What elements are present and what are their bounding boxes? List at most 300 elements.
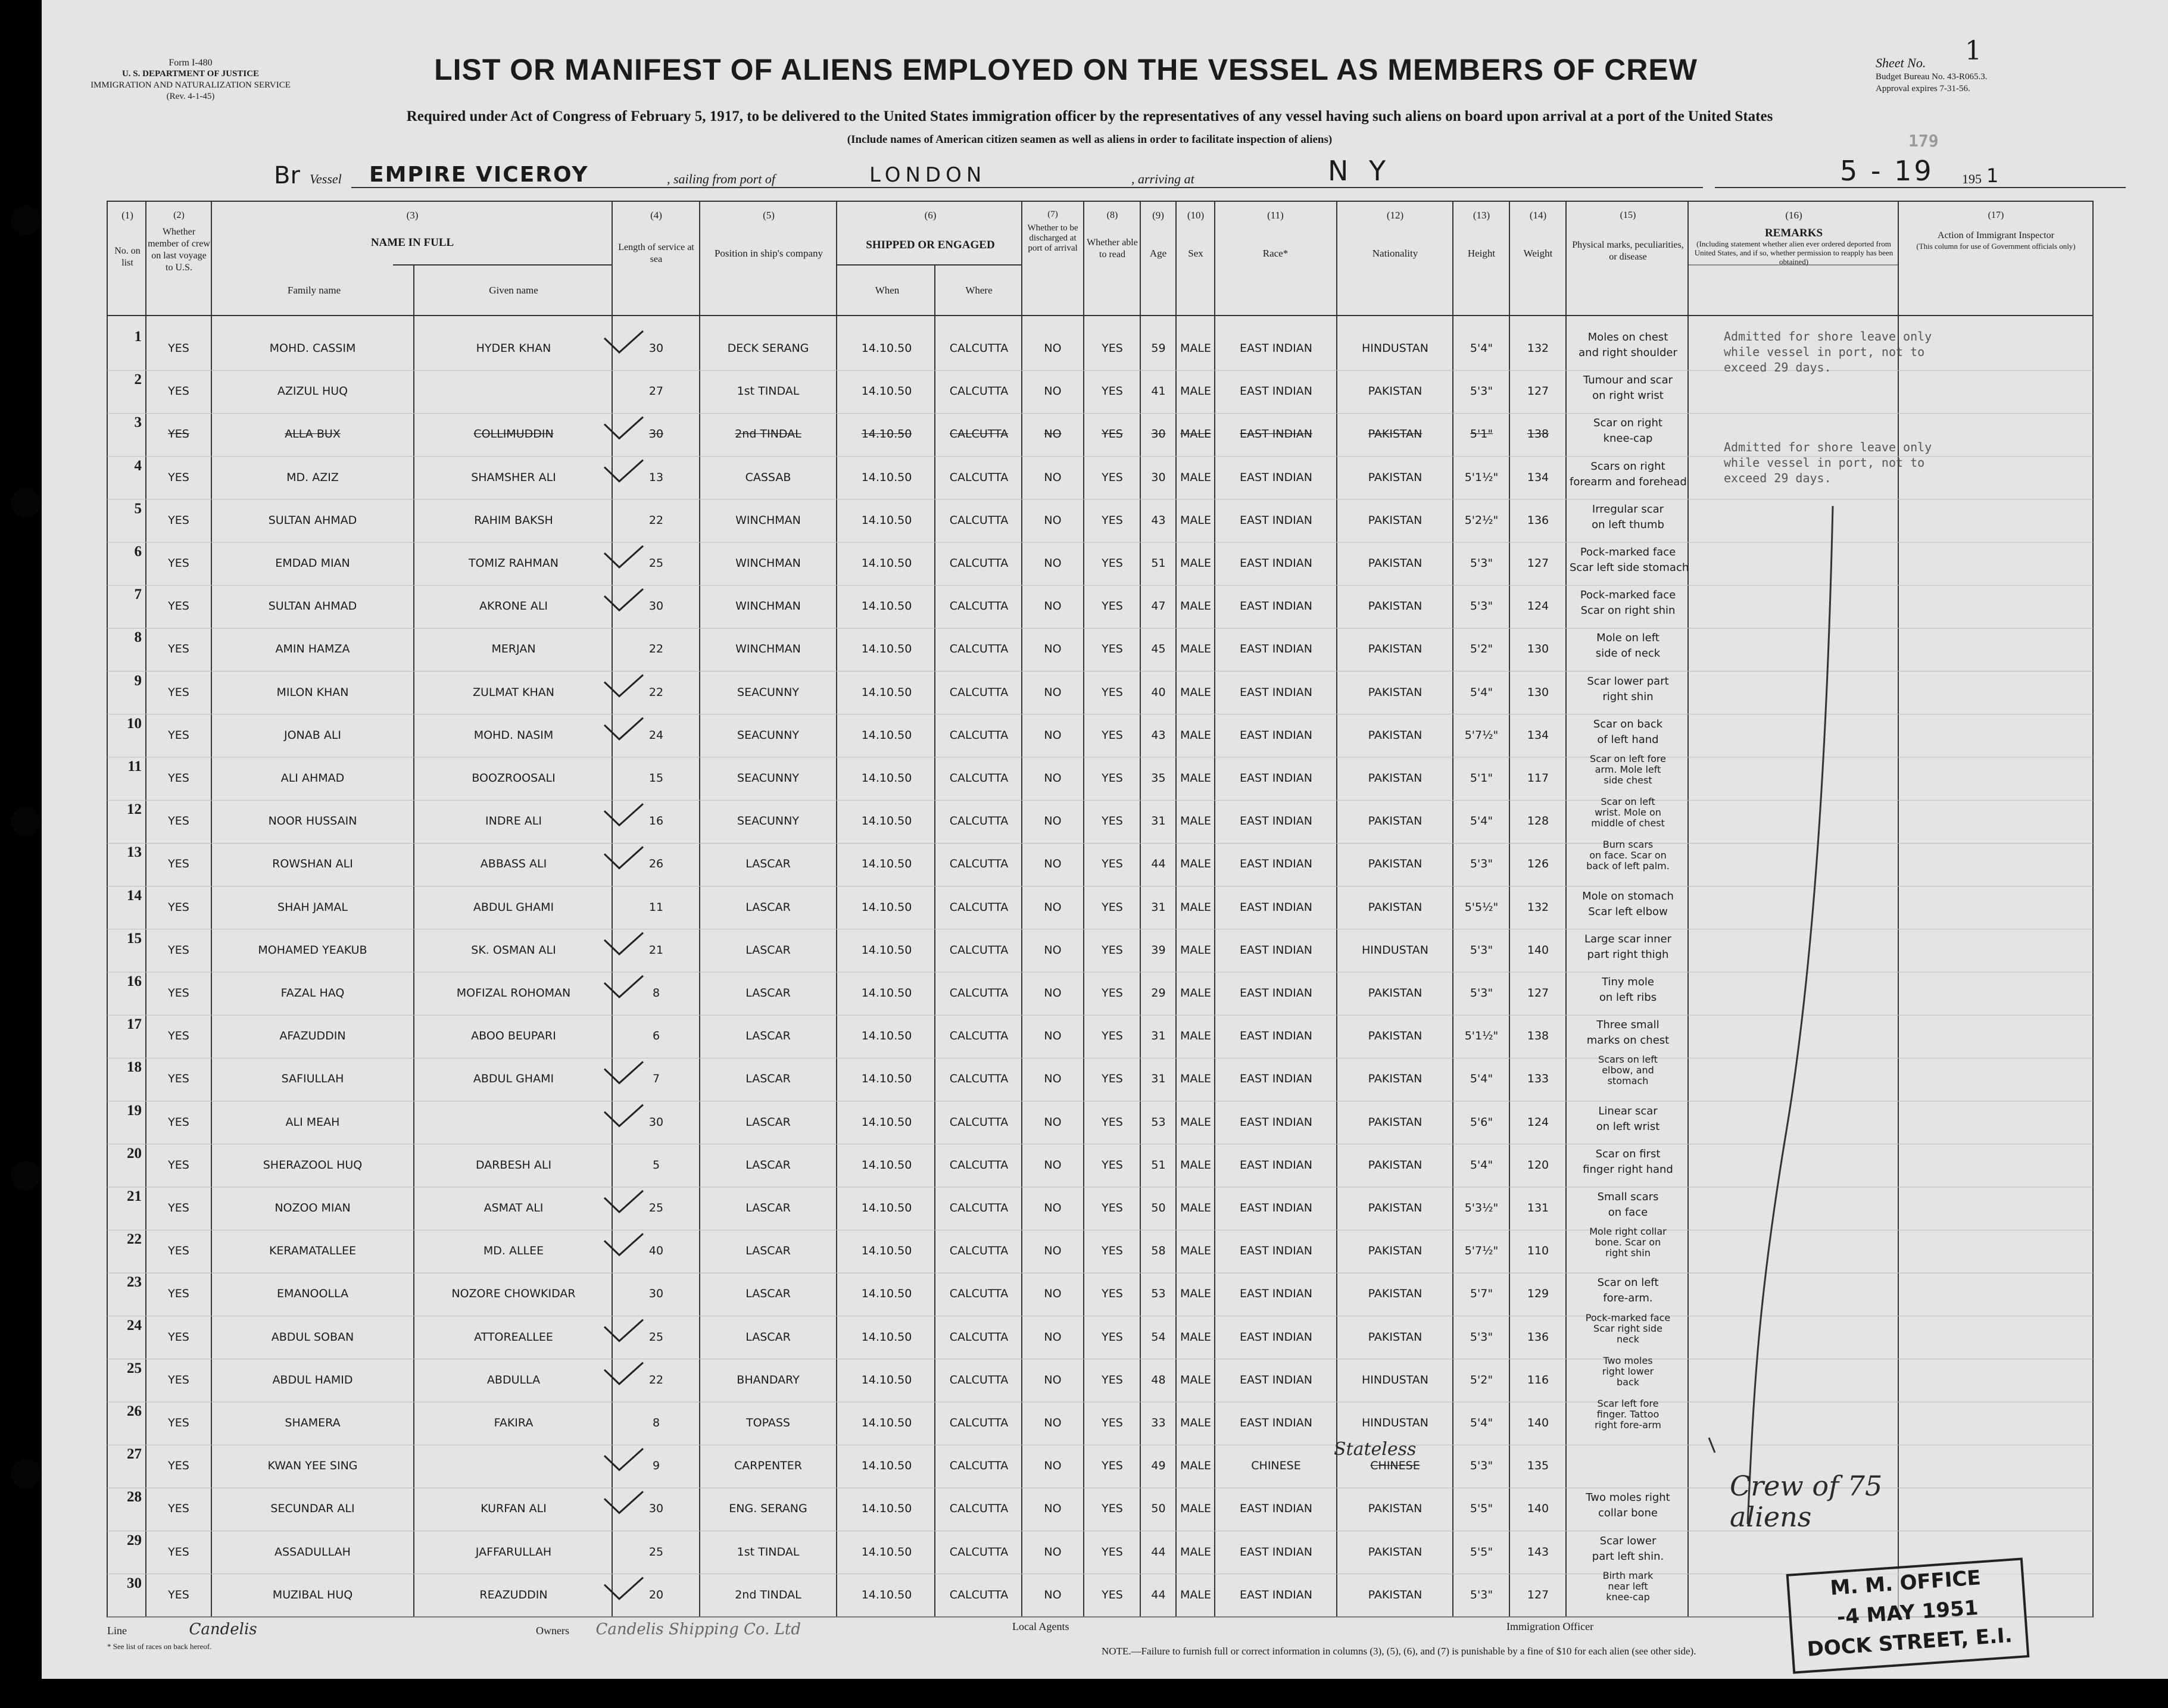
cell-height: 5'4" bbox=[1470, 1158, 1493, 1172]
cell-age: 58 bbox=[1151, 1244, 1166, 1258]
cell-nat: HINDUSTAN bbox=[1361, 342, 1429, 355]
cell-given: ZULMAT KHAN bbox=[472, 685, 555, 699]
mark-line: Scar on left fore bbox=[1590, 753, 1666, 764]
cell-service: 27 bbox=[648, 385, 664, 398]
mark-line: Mole on stomach bbox=[1582, 889, 1674, 903]
mark-line: forearm and forehead bbox=[1570, 475, 1687, 488]
cell-where: CALCUTTA bbox=[949, 1545, 1009, 1559]
cell-when: 14.10.50 bbox=[861, 986, 912, 1000]
cell-position: LASCAR bbox=[745, 986, 791, 1000]
cell-race: EAST INDIAN bbox=[1240, 772, 1312, 785]
department: U. S. DEPARTMENT OF JUSTICE bbox=[121, 69, 260, 79]
col16-sub: (Including statement whether alien ever ordered deported from United States, and if so, whether permission to reapply has been obtained) bbox=[1694, 239, 1894, 266]
cell-nat: CHINESE bbox=[1370, 1459, 1420, 1473]
cell-nat: PAKISTAN bbox=[1368, 599, 1423, 613]
cell-read: YES bbox=[1102, 557, 1123, 570]
col15-header bbox=[1569, 210, 1687, 263]
cell-marks bbox=[1570, 545, 1689, 576]
mark-line: Scar on left bbox=[1597, 1276, 1659, 1289]
cell-nat: PAKISTAN bbox=[1368, 642, 1423, 656]
cell-nat: PAKISTAN bbox=[1368, 986, 1423, 1000]
cell-read: YES bbox=[1102, 427, 1123, 441]
col17-label: Action of Immigrant Inspector bbox=[1938, 230, 2054, 241]
cell-read: YES bbox=[1102, 1416, 1123, 1429]
cell-service: 30 bbox=[648, 1502, 664, 1516]
cell-weight: 140 bbox=[1527, 943, 1549, 957]
col17-sub: (This column for use of Government officials only) bbox=[1916, 242, 2076, 251]
cell-family: ALI AHMAD bbox=[280, 772, 345, 785]
cell-height: 5'3" bbox=[1470, 599, 1493, 613]
cell-height: 5'2½" bbox=[1464, 513, 1499, 527]
row-number: 4 bbox=[134, 457, 142, 474]
cell-race: EAST INDIAN bbox=[1240, 1588, 1312, 1601]
port-to: N Y bbox=[1328, 155, 1392, 187]
cell-when: 14.10.50 bbox=[861, 1072, 912, 1086]
cell-family: SAFIULLAH bbox=[281, 1072, 344, 1086]
cell-age: 40 bbox=[1151, 685, 1166, 699]
cell-age: 31 bbox=[1151, 1029, 1166, 1043]
cell-weight: 124 bbox=[1527, 599, 1549, 613]
cell-race: EAST INDIAN bbox=[1240, 385, 1312, 398]
mark-line: Scar on first bbox=[1595, 1147, 1661, 1160]
cell-sex: MALE bbox=[1180, 1373, 1211, 1387]
cell-height: 5'5" bbox=[1470, 1502, 1493, 1516]
cell-when: 14.10.50 bbox=[861, 900, 912, 914]
mark-line: Mole right collar bbox=[1589, 1226, 1667, 1238]
cell-disc: NO bbox=[1044, 513, 1062, 527]
cell-age: 54 bbox=[1151, 1330, 1166, 1344]
cell-read: YES bbox=[1102, 1115, 1123, 1129]
cell-when: 14.10.50 bbox=[861, 470, 912, 484]
cell-weight: 116 bbox=[1527, 1373, 1549, 1387]
cell-where: CALCUTTA bbox=[949, 1287, 1009, 1301]
cell-weight: 130 bbox=[1527, 642, 1549, 656]
row-number: 19 bbox=[127, 1102, 142, 1119]
cell-marks bbox=[1570, 839, 1686, 872]
cell-crew: YES bbox=[168, 513, 189, 527]
cell-where: CALCUTTA bbox=[949, 900, 1009, 914]
cell-position: SEACUNNY bbox=[737, 728, 799, 742]
cell-height: 5'3" bbox=[1470, 1459, 1493, 1473]
col2-header bbox=[148, 210, 210, 274]
col16-header bbox=[1691, 210, 1896, 266]
cell-height: 5'1" bbox=[1470, 772, 1493, 785]
cell-weight: 127 bbox=[1527, 1588, 1549, 1601]
cell-disc: NO bbox=[1044, 1072, 1062, 1086]
cell-age: 50 bbox=[1151, 1502, 1166, 1516]
cell-sex: MALE bbox=[1180, 943, 1211, 957]
cell-disc: NO bbox=[1044, 427, 1062, 441]
cell-where: CALCUTTA bbox=[949, 1072, 1009, 1086]
cell-nat: PAKISTAN bbox=[1368, 728, 1423, 742]
cell-given: HYDER KHAN bbox=[476, 342, 551, 355]
cell-service: 30 bbox=[648, 599, 664, 613]
cell-age: 43 bbox=[1151, 728, 1166, 742]
col5-label: Position in ship's company bbox=[714, 248, 823, 259]
cell-where: CALCUTTA bbox=[949, 1201, 1009, 1214]
cell-crew: YES bbox=[168, 685, 189, 699]
col8-label: Whether able to read bbox=[1087, 238, 1138, 260]
cell-sex: MALE bbox=[1180, 1244, 1211, 1258]
row-number: 16 bbox=[127, 973, 142, 989]
cell-weight: 127 bbox=[1527, 986, 1549, 1000]
cell-race: EAST INDIAN bbox=[1240, 1244, 1312, 1258]
mark-line: and right shoulder bbox=[1579, 346, 1677, 359]
cell-race: EAST INDIAN bbox=[1240, 642, 1312, 656]
col6-num: (6) bbox=[924, 210, 937, 221]
cell-family: FAZAL HAQ bbox=[280, 986, 345, 1000]
cell-crew: YES bbox=[168, 385, 189, 398]
mark-line: on face bbox=[1608, 1206, 1648, 1219]
revision: (Rev. 4-1-45) bbox=[166, 92, 215, 101]
cell-height: 5'3" bbox=[1470, 1588, 1493, 1601]
mark-line: middle of chest bbox=[1591, 817, 1665, 829]
cell-where: CALCUTTA bbox=[949, 470, 1009, 484]
cell-weight: 135 bbox=[1527, 1459, 1549, 1473]
cell-crew: YES bbox=[168, 857, 189, 871]
sailing-label: , sailing from port of bbox=[667, 171, 775, 186]
cell-when: 14.10.50 bbox=[861, 1201, 912, 1214]
cell-service: 8 bbox=[652, 1416, 660, 1429]
cell-weight: 128 bbox=[1527, 814, 1549, 828]
cell-family: KERAMATALLEE bbox=[269, 1244, 357, 1258]
cell-where: CALCUTTA bbox=[949, 1416, 1009, 1429]
cell-where: CALCUTTA bbox=[949, 642, 1009, 656]
cell-marks bbox=[1570, 1147, 1686, 1178]
cell-crew: YES bbox=[168, 728, 189, 742]
row-number: 5 bbox=[134, 500, 142, 517]
cell-sex: MALE bbox=[1180, 599, 1211, 613]
cell-position: WINCHMAN bbox=[735, 513, 801, 527]
cell-read: YES bbox=[1102, 1029, 1123, 1043]
mark-line: Scars on left bbox=[1598, 1054, 1658, 1066]
mark-line: of left hand bbox=[1597, 733, 1659, 746]
mark-line: Scar left elbow bbox=[1588, 905, 1668, 918]
col15-num: (15) bbox=[1620, 210, 1636, 220]
cell-race: EAST INDIAN bbox=[1240, 1330, 1312, 1344]
cell-marks bbox=[1570, 630, 1686, 661]
mark-line: Pock-marked face bbox=[1580, 589, 1676, 602]
cell-given: KURFAN ALI bbox=[481, 1502, 547, 1516]
col4-num: (4) bbox=[650, 210, 662, 221]
cell-sex: MALE bbox=[1180, 513, 1211, 527]
mark-line: marks on chest bbox=[1586, 1034, 1670, 1047]
cell-when: 14.10.50 bbox=[861, 1545, 912, 1559]
cell-when: 14.10.50 bbox=[861, 1244, 912, 1258]
mark-line: on left thumb bbox=[1592, 518, 1664, 531]
cell-nat: PAKISTAN bbox=[1368, 814, 1423, 828]
cell-age: 39 bbox=[1151, 943, 1166, 957]
cell-given: SHAMSHER ALI bbox=[471, 470, 556, 484]
cell-sex: MALE bbox=[1180, 772, 1211, 785]
row-number: 12 bbox=[127, 801, 142, 818]
cell-position: WINCHMAN bbox=[735, 642, 801, 656]
cell-family: MOHAMED YEAKUB bbox=[258, 943, 367, 957]
cell-marks bbox=[1570, 459, 1686, 490]
col3-label: NAME IN FULL bbox=[370, 236, 454, 249]
cell-position: CARPENTER bbox=[734, 1459, 802, 1473]
given-name-header: Given name bbox=[489, 285, 538, 296]
mark-line: Linear scar bbox=[1598, 1104, 1658, 1117]
cell-nat: PAKISTAN bbox=[1368, 900, 1423, 914]
cell-disc: NO bbox=[1044, 685, 1062, 699]
cell-sex: MALE bbox=[1180, 1201, 1211, 1214]
cell-race: EAST INDIAN bbox=[1240, 599, 1312, 613]
cell-height: 5'5" bbox=[1470, 1545, 1493, 1559]
col10-label: Sex bbox=[1188, 248, 1203, 259]
row-number: 15 bbox=[127, 930, 142, 947]
cell-where: CALCUTTA bbox=[949, 728, 1009, 742]
when-header: When bbox=[875, 285, 900, 296]
cell-when: 14.10.50 bbox=[861, 385, 912, 398]
cell-position: LASCAR bbox=[745, 943, 791, 957]
mark-line: Mole on left bbox=[1596, 632, 1659, 645]
cell-nat: PAKISTAN bbox=[1368, 1545, 1423, 1559]
cell-service: 13 bbox=[648, 470, 664, 484]
cell-height: 5'3" bbox=[1470, 557, 1493, 570]
cell-when: 14.10.50 bbox=[861, 1373, 912, 1387]
cell-crew: YES bbox=[168, 1029, 189, 1043]
arrival-year-hand: 1 bbox=[1986, 164, 1999, 187]
cell-where: CALCUTTA bbox=[949, 1502, 1009, 1516]
cell-where: CALCUTTA bbox=[949, 1588, 1009, 1601]
where-header: Where bbox=[965, 285, 993, 296]
cell-when: 14.10.50 bbox=[861, 1029, 912, 1043]
mark-line: Large scar inner bbox=[1584, 932, 1672, 945]
cell-crew: YES bbox=[168, 1244, 189, 1258]
cell-nat: PAKISTAN bbox=[1368, 427, 1423, 441]
mark-line: knee-cap bbox=[1603, 432, 1653, 445]
cell-age: 51 bbox=[1151, 1158, 1166, 1172]
cell-where: CALCUTTA bbox=[949, 857, 1009, 871]
cell-nat: PAKISTAN bbox=[1368, 1330, 1423, 1344]
cell-when: 14.10.50 bbox=[861, 427, 912, 441]
cell-age: 30 bbox=[1151, 470, 1166, 484]
cell-crew: YES bbox=[168, 772, 189, 785]
cell-family: ALLA BUX bbox=[285, 427, 341, 441]
cell-disc: NO bbox=[1044, 728, 1062, 742]
cell-when: 14.10.50 bbox=[861, 685, 912, 699]
cell-crew: YES bbox=[168, 1545, 189, 1559]
cell-sex: MALE bbox=[1180, 1029, 1211, 1043]
cell-crew: YES bbox=[168, 557, 189, 570]
cell-family: ABDUL HAMID bbox=[272, 1373, 353, 1387]
cell-disc: NO bbox=[1044, 900, 1062, 914]
cell-service: 22 bbox=[648, 685, 664, 699]
cell-when: 14.10.50 bbox=[861, 1459, 912, 1473]
col9-header bbox=[1141, 210, 1175, 260]
cell-position: LASCAR bbox=[745, 1158, 791, 1172]
cell-race: EAST INDIAN bbox=[1240, 1201, 1312, 1214]
cell-given: RAHIM BAKSH bbox=[474, 513, 553, 527]
cell-crew: YES bbox=[168, 642, 189, 656]
cell-when: 14.10.50 bbox=[861, 1330, 912, 1344]
col9-label: Age bbox=[1149, 248, 1167, 259]
cell-marks bbox=[1570, 975, 1686, 1006]
sheet-number: 1 bbox=[1965, 36, 1982, 66]
cell-nat: PAKISTAN bbox=[1368, 1588, 1423, 1601]
cell-crew: YES bbox=[168, 1373, 189, 1387]
stamp-office: M. M. OFFICE bbox=[1829, 1566, 1982, 1600]
cell-read: YES bbox=[1102, 1545, 1123, 1559]
cell-given: DARBESH ALI bbox=[475, 1158, 552, 1172]
cell-age: 53 bbox=[1151, 1287, 1166, 1301]
cell-marks bbox=[1570, 1490, 1686, 1521]
cell-crew: YES bbox=[168, 599, 189, 613]
cell-service: 20 bbox=[648, 1588, 664, 1601]
cell-marks bbox=[1570, 932, 1686, 963]
cell-given: AKRONE ALI bbox=[479, 599, 548, 613]
port-from: LONDON bbox=[869, 163, 987, 187]
cell-crew: YES bbox=[168, 1459, 189, 1473]
cell-age: 43 bbox=[1151, 513, 1166, 527]
cell-when: 14.10.50 bbox=[861, 557, 912, 570]
cell-disc: NO bbox=[1044, 342, 1062, 355]
cell-where: CALCUTTA bbox=[949, 513, 1009, 527]
cell-crew: YES bbox=[168, 1115, 189, 1129]
cell-family: ROWSHAN ALI bbox=[272, 857, 353, 871]
cell-given: ASMAT ALI bbox=[483, 1201, 544, 1214]
cell-weight: 127 bbox=[1527, 557, 1549, 570]
col8-header bbox=[1085, 210, 1140, 261]
cell-age: 29 bbox=[1151, 986, 1166, 1000]
cell-nat: HINDUSTAN bbox=[1361, 943, 1429, 957]
mark-line: Scars on right bbox=[1590, 460, 1665, 473]
col17-header bbox=[1901, 210, 2091, 251]
cell-sex: MALE bbox=[1180, 900, 1211, 914]
cell-age: 44 bbox=[1151, 857, 1166, 871]
col1-num: (1) bbox=[121, 210, 133, 221]
cell-where: CALCUTTA bbox=[949, 557, 1009, 570]
cell-family: MD. AZIZ bbox=[286, 470, 339, 484]
mark-line: Birth mark bbox=[1602, 1569, 1654, 1581]
mark-line: right lower bbox=[1602, 1365, 1654, 1377]
row-number: 28 bbox=[127, 1489, 142, 1506]
cell-family: NOOR HUSSAIN bbox=[268, 814, 357, 828]
budget-bureau: Budget Bureau No. 43-R065.3. bbox=[1876, 72, 1988, 82]
mark-line: Scar left fore bbox=[1597, 1398, 1659, 1409]
cell-height: 5'3" bbox=[1470, 857, 1493, 871]
cell-weight: 133 bbox=[1527, 1072, 1549, 1086]
cell-position: LASCAR bbox=[745, 1201, 791, 1214]
col15-label: Physical marks, peculiarities, or disease bbox=[1572, 240, 1684, 262]
col14-num: (14) bbox=[1529, 210, 1547, 221]
mark-line: Moles on chest bbox=[1587, 331, 1668, 344]
mark-line: knee-cap bbox=[1606, 1591, 1650, 1603]
cell-position: SEACUNNY bbox=[737, 685, 799, 699]
cell-when: 14.10.50 bbox=[861, 1502, 912, 1516]
cell-weight: 143 bbox=[1527, 1545, 1549, 1559]
cell-age: 53 bbox=[1151, 1115, 1166, 1129]
cell-read: YES bbox=[1102, 342, 1123, 355]
mark-line: back of left palm. bbox=[1586, 860, 1670, 872]
cell-read: YES bbox=[1102, 814, 1123, 828]
cell-race: EAST INDIAN bbox=[1240, 342, 1312, 355]
cell-read: YES bbox=[1102, 470, 1123, 484]
row-number: 23 bbox=[127, 1274, 142, 1291]
cell-position: WINCHMAN bbox=[735, 557, 801, 570]
cell-service: 15 bbox=[648, 772, 664, 785]
mark-line: finger. Tattoo bbox=[1596, 1409, 1659, 1420]
mark-line: Scar left side stomach bbox=[1570, 561, 1689, 574]
mark-line: Scar lower part bbox=[1587, 675, 1669, 688]
mark-line: elbow, and bbox=[1602, 1064, 1654, 1076]
cell-disc: NO bbox=[1044, 470, 1062, 484]
owners-value: Candelis Shipping Co. Ltd bbox=[595, 1620, 801, 1638]
col1-label: No. on list bbox=[114, 246, 141, 268]
cell-read: YES bbox=[1102, 1502, 1123, 1516]
cell-race: EAST INDIAN bbox=[1240, 857, 1312, 871]
cell-given: MOFIZAL ROHOMAN bbox=[456, 986, 571, 1000]
footer-line bbox=[107, 1620, 257, 1638]
cell-service: 26 bbox=[648, 857, 664, 871]
cell-service: 25 bbox=[648, 557, 664, 570]
col2-num: (2) bbox=[173, 210, 185, 220]
cell-race: EAST INDIAN bbox=[1240, 1545, 1312, 1559]
cell-race: EAST INDIAN bbox=[1240, 685, 1312, 699]
cell-marks bbox=[1570, 1313, 1686, 1345]
cell-disc: NO bbox=[1044, 1029, 1062, 1043]
cell-family: MILON KHAN bbox=[276, 685, 349, 699]
cell-nat: PAKISTAN bbox=[1368, 1201, 1423, 1214]
nationality-correction: Stateless bbox=[1334, 1439, 1417, 1460]
cell-height: 5'1½" bbox=[1464, 1029, 1499, 1043]
arriving-label: , arriving at bbox=[1131, 171, 1194, 186]
cell-disc: NO bbox=[1044, 1115, 1062, 1129]
family-name-header: Family name bbox=[287, 285, 341, 296]
row-number: 25 bbox=[127, 1360, 142, 1376]
cell-age: 47 bbox=[1151, 599, 1166, 613]
cell-crew: YES bbox=[168, 814, 189, 828]
mark-line: Two moles right bbox=[1586, 1491, 1670, 1504]
cell-race: EAST INDIAN bbox=[1240, 900, 1312, 914]
cell-marks bbox=[1570, 330, 1686, 361]
cell-height: 5'3½" bbox=[1464, 1201, 1499, 1214]
mark-line: part right thigh bbox=[1587, 948, 1669, 961]
cell-race: EAST INDIAN bbox=[1240, 943, 1312, 957]
cell-age: 44 bbox=[1151, 1545, 1166, 1559]
flag-prefix: Br bbox=[274, 162, 300, 189]
cell-weight: 127 bbox=[1527, 385, 1549, 398]
cell-height: 5'2" bbox=[1470, 642, 1493, 656]
col11-header bbox=[1216, 210, 1335, 260]
cell-family: JONAB ALI bbox=[283, 728, 342, 742]
vessel-label: Vessel bbox=[310, 171, 342, 186]
mark-line: right fore-arm bbox=[1595, 1419, 1661, 1431]
cell-age: 33 bbox=[1151, 1416, 1166, 1429]
cell-service: 40 bbox=[648, 1244, 664, 1258]
remarks-crew-note: Crew of 75 aliens bbox=[1730, 1470, 1883, 1533]
cell-given: SK. OSMAN ALI bbox=[471, 943, 556, 957]
cell-crew: YES bbox=[168, 943, 189, 957]
cell-family: ALI MEAH bbox=[285, 1115, 340, 1129]
include-note: (Include names of American citizen seamen as well as aliens in order to facilitate inspection of aliens) bbox=[847, 133, 1333, 146]
cell-nat: HINDUSTAN bbox=[1361, 1416, 1429, 1429]
arrival-date: 5 - 19 bbox=[1840, 155, 1934, 187]
cell-nat: PAKISTAN bbox=[1368, 385, 1423, 398]
cell-position: WINCHMAN bbox=[735, 599, 801, 613]
cell-position: DECK SERANG bbox=[727, 342, 809, 355]
cell-race: EAST INDIAN bbox=[1240, 427, 1312, 441]
cell-position: 1st TINDAL bbox=[737, 385, 800, 398]
cell-service: 11 bbox=[648, 900, 664, 914]
cell-read: YES bbox=[1102, 986, 1123, 1000]
cell-disc: NO bbox=[1044, 814, 1062, 828]
mark-line: Tiny mole bbox=[1602, 976, 1654, 988]
col4-label: Length of service at sea bbox=[618, 242, 694, 264]
cell-position: LASCAR bbox=[745, 1029, 791, 1043]
cell-service: 5 bbox=[652, 1158, 660, 1172]
